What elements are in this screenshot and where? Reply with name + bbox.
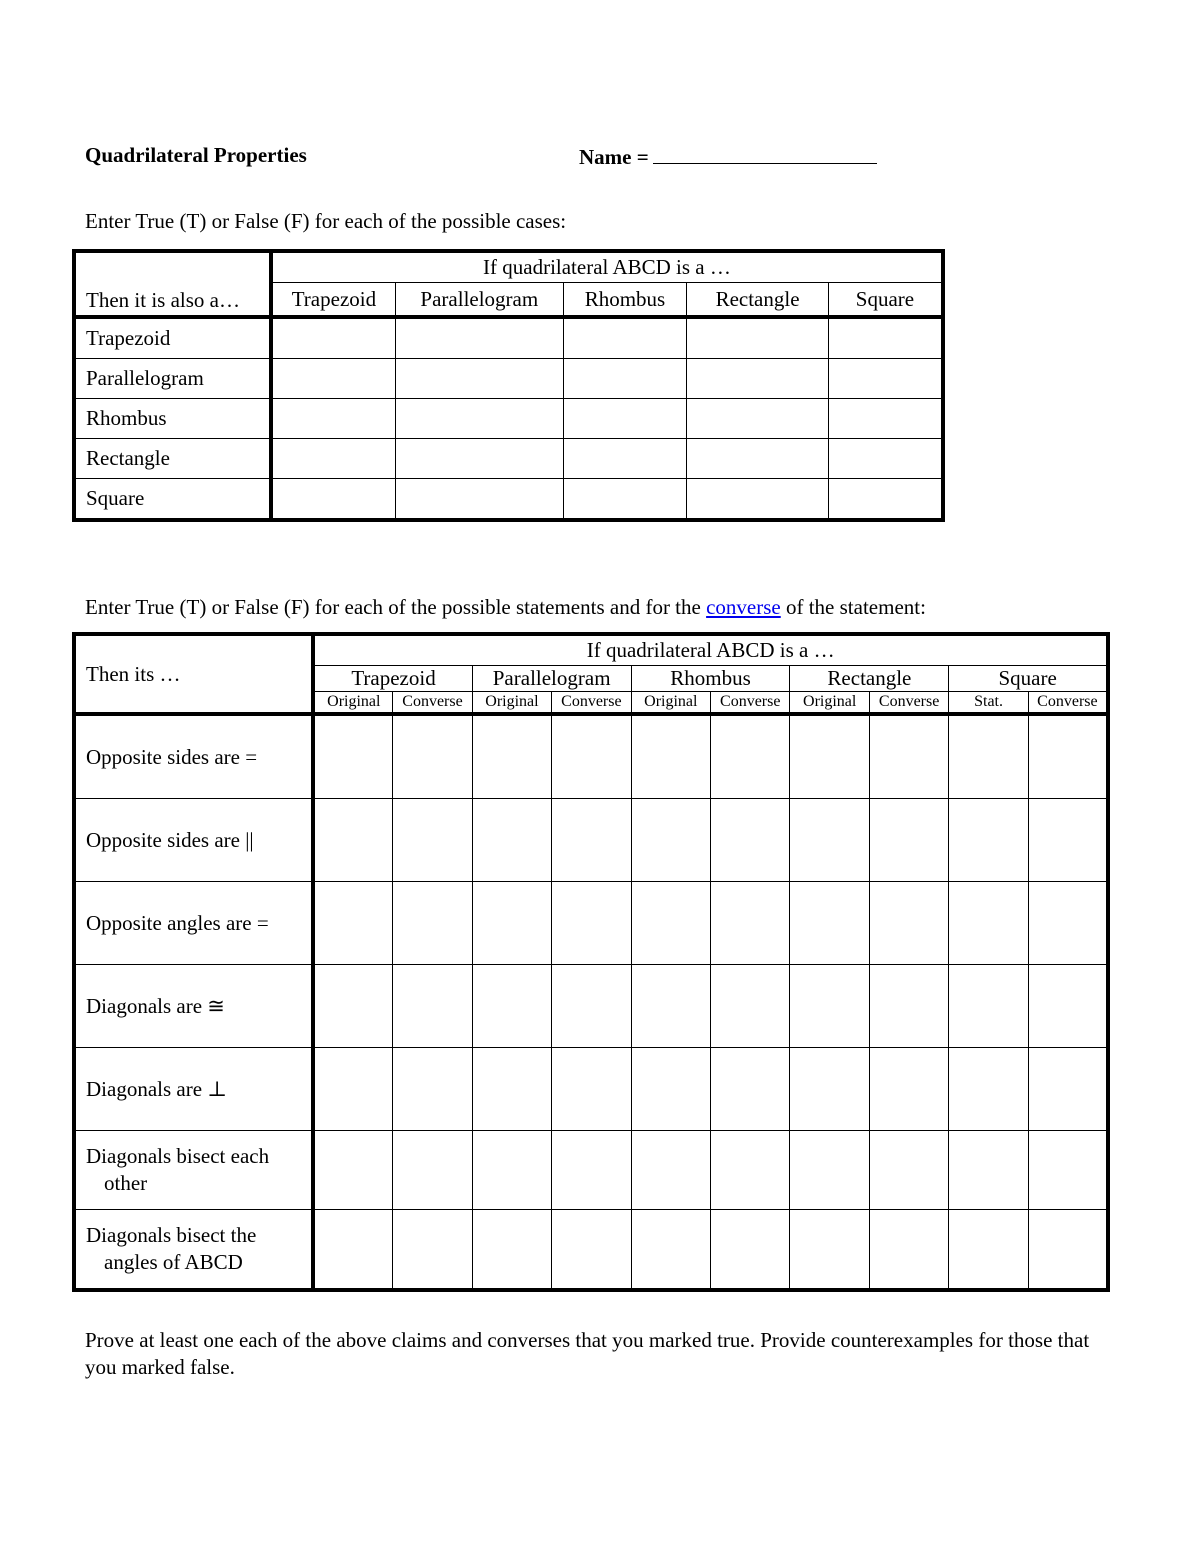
answer-cell[interactable] [552,1210,631,1291]
answer-cell[interactable] [711,965,790,1048]
statements-table [72,632,1110,1292]
answer-cell[interactable] [393,882,472,965]
answer-cell[interactable] [687,399,829,439]
answer-cell[interactable] [687,479,829,521]
page-title: Quadrilateral Properties [85,143,307,167]
answer-cell[interactable] [631,799,710,882]
cases-group-header: If quadrilateral ABCD is a … [271,251,943,283]
answer-cell[interactable] [552,714,631,799]
answer-cell[interactable] [828,439,943,479]
cases-row-label: Rectangle [74,439,271,479]
answer-cell[interactable] [828,399,943,439]
cases-col-header: Parallelogram [395,283,563,318]
answer-cell[interactable] [1028,1210,1108,1291]
answer-cell[interactable] [563,479,687,521]
shape-header: Square [949,666,1108,692]
answer-cell[interactable] [563,439,687,479]
shape-header: Rectangle [790,666,949,692]
closing-paragraph: Prove at least one each of the above claims and converses that you marked true. Provide counterexamples for those that you marked false. [85,1328,1090,1379]
answer-cell[interactable] [472,882,551,965]
answer-cell[interactable] [563,359,687,399]
statement-row-label [74,799,313,882]
answer-cell[interactable] [828,317,943,359]
answer-cell[interactable] [1028,1131,1108,1210]
statement-row-label [74,714,313,799]
section1-instruction: Enter True (T) or False (F) for each of the possible cases: [85,209,567,233]
answer-cell[interactable] [1028,882,1108,965]
cases-row-label: Trapezoid [74,317,271,359]
answer-cell[interactable] [563,399,687,439]
answer-cell[interactable] [631,714,710,799]
statements-group-header: If quadrilateral ABCD is a … [313,634,1108,666]
name-label: Name = [579,145,649,169]
answer-cell[interactable] [869,965,948,1048]
answer-cell[interactable] [395,479,563,521]
answer-cell[interactable] [631,1048,710,1131]
answer-cell[interactable] [687,317,829,359]
answer-cell[interactable] [472,714,551,799]
cases-col-header: Square [828,283,943,318]
answer-cell[interactable] [1028,714,1108,799]
answer-cell[interactable] [1028,965,1108,1048]
cases-col-header: Trapezoid [271,283,396,318]
answer-cell[interactable] [393,965,472,1048]
subcolumn-header: Original [790,692,869,715]
subcolumn-header: Converse [711,692,790,715]
answer-cell[interactable] [313,1048,392,1131]
answer-cell[interactable] [631,965,710,1048]
answer-cell[interactable] [869,799,948,882]
answer-cell[interactable] [949,1210,1028,1291]
answer-cell[interactable] [1028,1048,1108,1131]
answer-cell[interactable] [790,799,869,882]
shape-header: Rhombus [631,666,790,692]
answer-cell[interactable] [313,965,392,1048]
answer-cell[interactable] [395,439,563,479]
answer-cell[interactable] [313,1210,392,1291]
answer-cell[interactable] [395,399,563,439]
answer-cell[interactable] [472,965,551,1048]
answer-cell[interactable] [563,317,687,359]
answer-cell[interactable] [271,359,396,399]
answer-cell[interactable] [828,359,943,399]
answer-cell[interactable] [552,882,631,965]
answer-cell[interactable] [631,882,710,965]
answer-cell[interactable] [393,799,472,882]
answer-cell[interactable] [313,799,392,882]
answer-cell[interactable] [869,714,948,799]
answer-cell[interactable] [949,1048,1028,1131]
answer-cell[interactable] [869,1210,948,1291]
answer-cell[interactable] [472,1048,551,1131]
answer-cell[interactable] [271,317,396,359]
answer-cell[interactable] [949,965,1028,1048]
answer-cell[interactable] [949,799,1028,882]
answer-cell[interactable] [472,1210,551,1291]
statement-line: Diagonals bisect each [86,1144,270,1168]
answer-cell[interactable] [472,799,551,882]
answer-cell[interactable] [790,714,869,799]
answer-cell[interactable] [711,799,790,882]
answer-cell[interactable] [711,1048,790,1131]
answer-cell[interactable] [631,1131,710,1210]
answer-cell[interactable] [393,1210,472,1291]
answer-cell[interactable] [828,479,943,521]
answer-cell[interactable] [949,1131,1028,1210]
cases-row-label: Parallelogram [74,359,271,399]
subcolumn-header: Converse [393,692,472,715]
cases-row-label: Square [74,479,271,521]
answer-cell[interactable] [1028,799,1108,882]
statement-row-label [74,1131,313,1210]
answer-cell[interactable] [687,359,829,399]
subcolumn-header: Converse [552,692,631,715]
answer-cell[interactable] [869,1131,948,1210]
statement-line: Opposite angles are = [86,910,269,935]
answer-cell[interactable] [313,882,392,965]
answer-cell[interactable] [790,1048,869,1131]
answer-cell[interactable] [687,439,829,479]
answer-cell[interactable] [631,1210,710,1291]
instruction-text: Enter True (T) or False (F) for each of the possible statements and for the [85,595,701,619]
name-field[interactable] [579,143,877,170]
statements-corner-label: Then its … [74,634,313,714]
answer-cell[interactable] [949,714,1028,799]
statement-row-label [74,965,313,1048]
subcolumn-header: Original [472,692,551,715]
subcolumn-header: Converse [869,692,948,715]
answer-cell[interactable] [552,1048,631,1131]
statement-row-label [74,1210,313,1291]
statement-line: Diagonals bisect the [86,1223,257,1247]
statement-row-label [74,1048,313,1131]
answer-cell[interactable] [790,1131,869,1210]
answer-cell[interactable] [393,714,472,799]
answer-cell[interactable] [393,1048,472,1131]
answer-cell[interactable] [393,1131,472,1210]
answer-cell[interactable] [552,1131,631,1210]
answer-cell[interactable] [313,714,392,799]
subcolumn-header: Original [313,692,392,715]
converse-link[interactable]: converse [706,595,781,619]
answer-cell[interactable] [395,317,563,359]
answer-cell[interactable] [472,1131,551,1210]
subcolumn-header: Stat. [949,692,1028,715]
shape-header: Trapezoid [313,666,472,692]
answer-cell[interactable] [790,882,869,965]
cases-table [72,249,945,522]
answer-cell[interactable] [790,1210,869,1291]
answer-cell[interactable] [869,1048,948,1131]
cases-corner-label: Then it is also a… [74,251,271,317]
answer-cell[interactable] [271,479,396,521]
answer-cell[interactable] [271,399,396,439]
statement-line: Opposite sides are = [86,744,258,769]
answer-cell[interactable] [869,882,948,965]
answer-cell[interactable] [552,799,631,882]
cases-col-header: Rectangle [687,283,829,318]
answer-cell[interactable] [711,1131,790,1210]
answer-cell[interactable] [790,965,869,1048]
instruction-text: of the statement: [785,595,926,619]
cases-col-header: Rhombus [563,283,687,318]
answer-cell[interactable] [711,882,790,965]
answer-cell[interactable] [552,965,631,1048]
shape-header: Parallelogram [472,666,631,692]
section2-instruction [85,595,926,620]
statement-line: Opposite sides are || [86,827,254,852]
answer-cell[interactable] [711,1210,790,1291]
statement-line-continued: angles of ABCD [104,1250,243,1274]
statement-line-continued: other [104,1171,148,1195]
subcolumn-header: Converse [1028,692,1108,715]
statement-line: Diagonals are ⊥ [86,1076,228,1101]
answer-cell[interactable] [395,359,563,399]
cases-row-label: Rhombus [74,399,271,439]
answer-cell[interactable] [949,882,1028,965]
statement-line: Diagonals are ≅ [86,993,225,1018]
subcolumn-header: Original [631,692,710,715]
name-blank-line[interactable] [653,143,877,164]
answer-cell[interactable] [711,714,790,799]
statement-row-label [74,882,313,965]
answer-cell[interactable] [271,439,396,479]
answer-cell[interactable] [313,1131,392,1210]
